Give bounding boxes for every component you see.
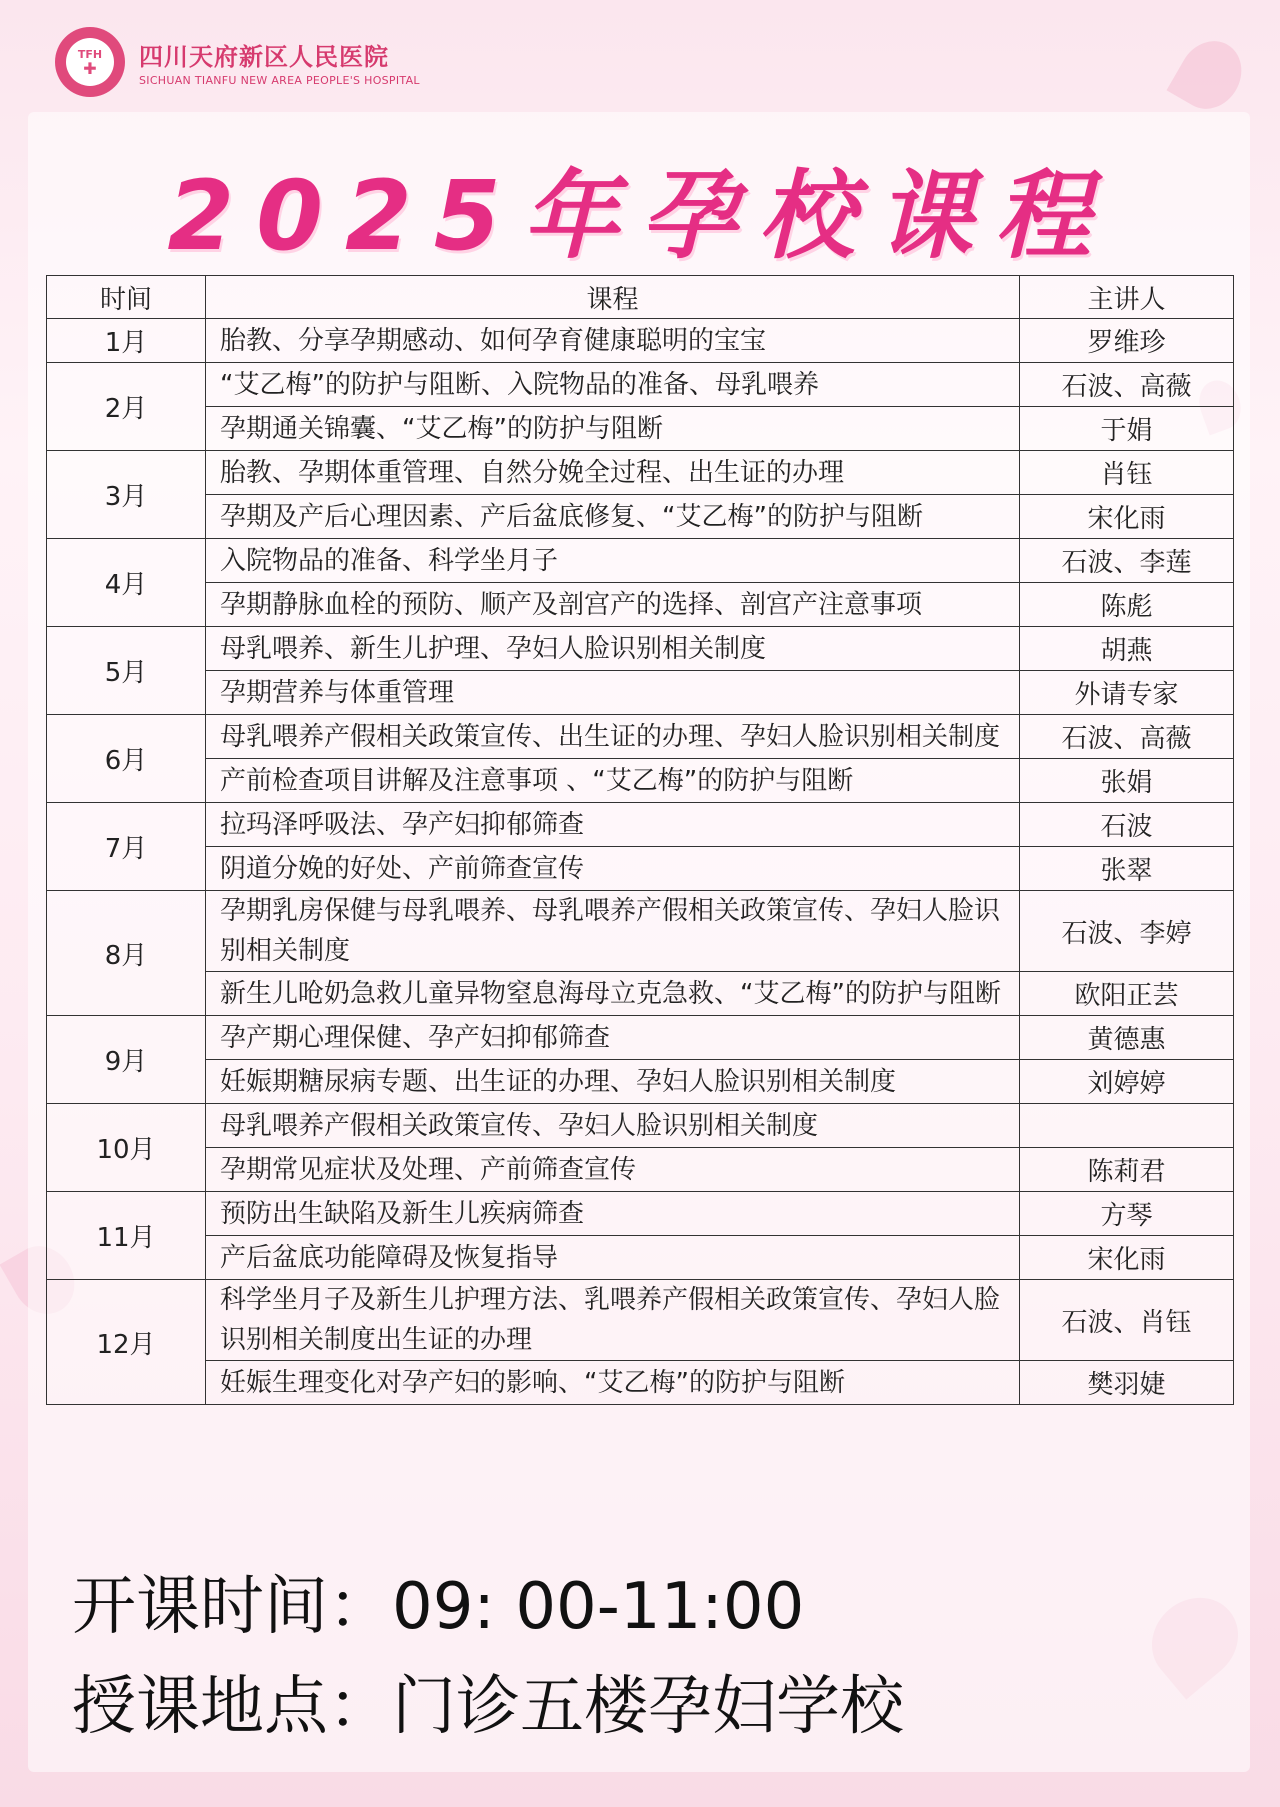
course-cell: 胎教、分享孕期感动、如何孕育健康聪明的宝宝: [206, 319, 1020, 363]
table-row: [47, 847, 1234, 891]
course-cell: 孕期通关锦囊、“艾乙梅”的防护与阻断: [206, 407, 1020, 451]
table-row: [47, 495, 1234, 539]
table-row: [47, 1104, 1234, 1148]
course-cell: 孕期营养与体重管理: [206, 671, 1020, 715]
class-time: 开课时间：09: 00-11:00: [72, 1570, 805, 1644]
table-row: [47, 671, 1234, 715]
course-cell: 孕产期心理保健、孕产妇抑郁筛查: [206, 1016, 1020, 1060]
speaker-cell: 肖钰: [1020, 451, 1234, 495]
speaker-cell: 陈莉君: [1020, 1148, 1234, 1192]
course-cell: 胎教、孕期体重管理、自然分娩全过程、出生证的办理: [206, 451, 1020, 495]
hospital-name-cn: 四川天府新区人民医院: [139, 43, 389, 71]
table-row: [47, 891, 1234, 972]
table-row: [47, 972, 1234, 1016]
speaker-cell: 外请专家: [1020, 671, 1234, 715]
month-cell: 3月: [47, 451, 206, 539]
table-row: [47, 715, 1234, 759]
speaker-cell: 罗维珍: [1020, 319, 1234, 363]
table-row: [47, 451, 1234, 495]
table-row: [47, 1060, 1234, 1104]
course-cell: 阴道分娩的好处、产前筛查宣传: [206, 847, 1020, 891]
course-cell: 孕期静脉血栓的预防、顺产及剖宫产的选择、剖宫产注意事项: [206, 583, 1020, 627]
month-cell: 7月: [47, 803, 206, 891]
month-cell: 10月: [47, 1104, 206, 1192]
cross-icon: ✚: [83, 58, 97, 78]
course-cell: 入院物品的准备、科学坐月子: [206, 539, 1020, 583]
speaker-cell: 宋化雨: [1020, 1236, 1234, 1280]
month-cell: 9月: [47, 1016, 206, 1104]
speaker-cell: 石波、李婷: [1020, 891, 1234, 972]
month-cell: 4月: [47, 539, 206, 627]
speaker-cell: 张娟: [1020, 759, 1234, 803]
course-cell: 孕期乳房保健与母乳喂养、母乳喂养产假相关政策宣传、孕妇人脸识别相关制度: [206, 891, 1020, 972]
speaker-cell: 方琴: [1020, 1192, 1234, 1236]
month-cell: 5月: [47, 627, 206, 715]
header-time: 时间: [47, 276, 206, 319]
course-cell: 妊娠生理变化对孕产妇的影响、“艾乙梅”的防护与阻断: [206, 1361, 1020, 1405]
speaker-cell: 胡燕: [1020, 627, 1234, 671]
speaker-cell: 石波: [1020, 803, 1234, 847]
speaker-cell: 宋化雨: [1020, 495, 1234, 539]
class-location: 授课地点：门诊五楼孕妇学校: [72, 1670, 904, 1744]
speaker-cell: 刘婷婷: [1020, 1060, 1234, 1104]
hospital-logo: [55, 27, 125, 97]
speaker-cell: 张翠: [1020, 847, 1234, 891]
month-cell: 2月: [47, 363, 206, 451]
speaker-cell: [1020, 1104, 1234, 1148]
hospital-header: [55, 22, 420, 102]
course-cell: 拉玛泽呼吸法、孕产妇抑郁筛查: [206, 803, 1020, 847]
course-cell: 孕期及产后心理因素、产后盆底修复、“艾乙梅”的防护与阻断: [206, 495, 1020, 539]
month-cell: 12月: [47, 1280, 206, 1405]
header-course: 课程: [206, 276, 1020, 319]
course-cell: 新生儿呛奶急救儿童异物窒息海母立克急救、“艾乙梅”的防护与阻断: [206, 972, 1020, 1016]
table-header-row: [47, 276, 1234, 319]
speaker-cell: 黄德惠: [1020, 1016, 1234, 1060]
speaker-cell: 石波、高薇: [1020, 715, 1234, 759]
course-cell: “艾乙梅”的防护与阻断、入院物品的准备、母乳喂养: [206, 363, 1020, 407]
course-cell: 母乳喂养、新生儿护理、孕妇人脸识别相关制度: [206, 627, 1020, 671]
hospital-name-en: SICHUAN TIANFU NEW AREA PEOPLE'S HOSPITAL: [139, 74, 420, 87]
table-row: [47, 1236, 1234, 1280]
table-row: [47, 539, 1234, 583]
logo-text: TFH: [77, 47, 103, 61]
course-cell: 科学坐月子及新生儿护理方法、乳喂养产假相关政策宣传、孕妇人脸识别相关制度出生证的办理: [206, 1280, 1020, 1361]
speaker-cell: 欧阳正芸: [1020, 972, 1234, 1016]
month-cell: 1月: [47, 319, 206, 363]
table-row: [47, 363, 1234, 407]
decorative-petal: [1167, 30, 1254, 121]
month-cell: 11月: [47, 1192, 206, 1280]
month-cell: 8月: [47, 891, 206, 1016]
table-row: [47, 1361, 1234, 1405]
course-cell: 母乳喂养产假相关政策宣传、出生证的办理、孕妇人脸识别相关制度: [206, 715, 1020, 759]
table-row: [47, 319, 1234, 363]
speaker-cell: 石波、肖钰: [1020, 1280, 1234, 1361]
speaker-cell: 樊羽婕: [1020, 1361, 1234, 1405]
table-row: [47, 803, 1234, 847]
speaker-cell: 石波、李莲: [1020, 539, 1234, 583]
table-row: [47, 627, 1234, 671]
course-cell: 孕期常见症状及处理、产前筛查宣传: [206, 1148, 1020, 1192]
table-row: [47, 583, 1234, 627]
schedule-table: [46, 275, 1234, 1405]
course-cell: 产后盆底功能障碍及恢复指导: [206, 1236, 1020, 1280]
header-speaker: 主讲人: [1020, 276, 1234, 319]
month-cell: 6月: [47, 715, 206, 803]
table-row: [47, 1280, 1234, 1361]
course-cell: 预防出生缺陷及新生儿疾病筛查: [206, 1192, 1020, 1236]
table-row: [47, 407, 1234, 451]
speaker-cell: 于娟: [1020, 407, 1234, 451]
course-cell: 产前检查项目讲解及注意事项 、“艾乙梅”的防护与阻断: [206, 759, 1020, 803]
table-row: [47, 1148, 1234, 1192]
table-row: [47, 1192, 1234, 1236]
table-row: [47, 1016, 1234, 1060]
page-title: 2025年孕校课程: [167, 160, 1113, 272]
speaker-cell: 石波、高薇: [1020, 363, 1234, 407]
course-cell: 妊娠期糖尿病专题、出生证的办理、孕妇人脸识别相关制度: [206, 1060, 1020, 1104]
table-row: [47, 759, 1234, 803]
course-cell: 母乳喂养产假相关政策宣传、孕妇人脸识别相关制度: [206, 1104, 1020, 1148]
speaker-cell: 陈彪: [1020, 583, 1234, 627]
